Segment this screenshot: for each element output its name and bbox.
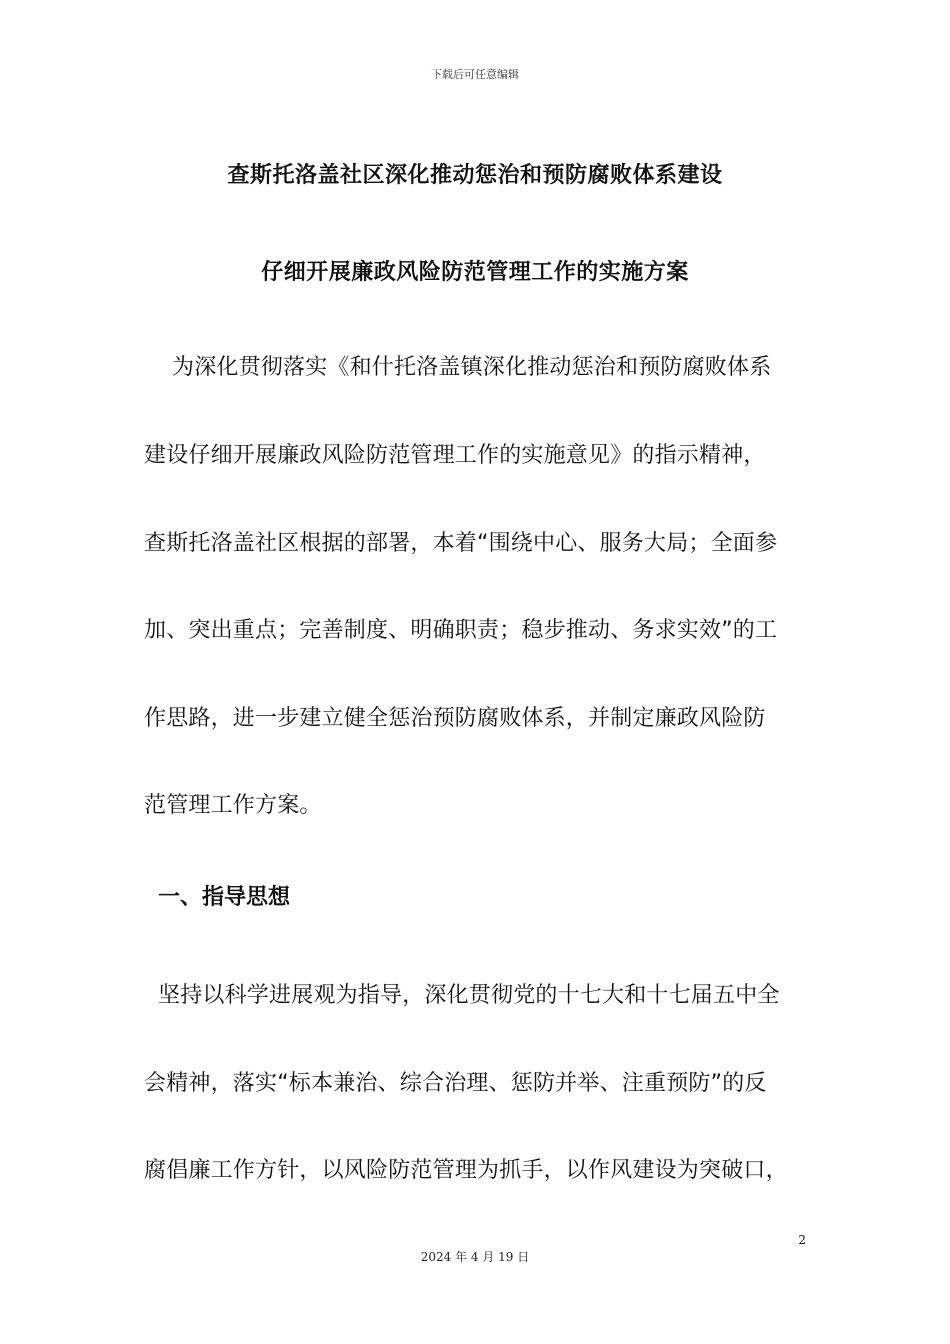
- page-number: 2: [798, 1233, 806, 1247]
- page-footer-date: 2024 年 4 月 19 日: [420, 1250, 530, 1264]
- intro-line-1: 为深化贯彻落实《和什托洛盖镇深化推动惩治和预防腐败体系: [172, 355, 772, 380]
- section-heading-guiding-ideology: 一、指导思想: [158, 885, 291, 910]
- intro-line-3: 查斯托洛盖社区根据的部署，本着“围绕中心、服务大局；全面参: [144, 531, 778, 556]
- document-title-line-1: 查斯托洛盖社区深化推动惩治和预防腐败体系建设: [227, 163, 723, 188]
- intro-line-6: 范管理工作方案。: [144, 793, 322, 818]
- section1-line-1: 坚持以科学进展观为指导，深化贯彻党的十七大和十七届五中全: [158, 983, 780, 1008]
- intro-line-2: 建设仔细开展廉政风险防范管理工作的实施意见》的指示精神，: [144, 443, 766, 468]
- intro-line-5: 作思路，进一步建立健全惩治预防腐败体系，并制定廉政风险防: [144, 706, 766, 731]
- section1-line-2: 会精神，落实“标本兼治、综合治理、惩防并举、注重预防”的反: [144, 1071, 767, 1096]
- section1-line-3: 腐倡廉工作方针，以风险防范管理为抓手，以作风建设为突破口，: [144, 1158, 788, 1183]
- page-header: 下载后可任意编辑: [431, 68, 519, 81]
- document-title-line-2: 仔细开展廉政风险防范管理工作的实施方案: [261, 260, 689, 285]
- intro-line-4: 加、突出重点；完善制度、明确职责；稳步推动、务求实效”的工: [144, 618, 778, 643]
